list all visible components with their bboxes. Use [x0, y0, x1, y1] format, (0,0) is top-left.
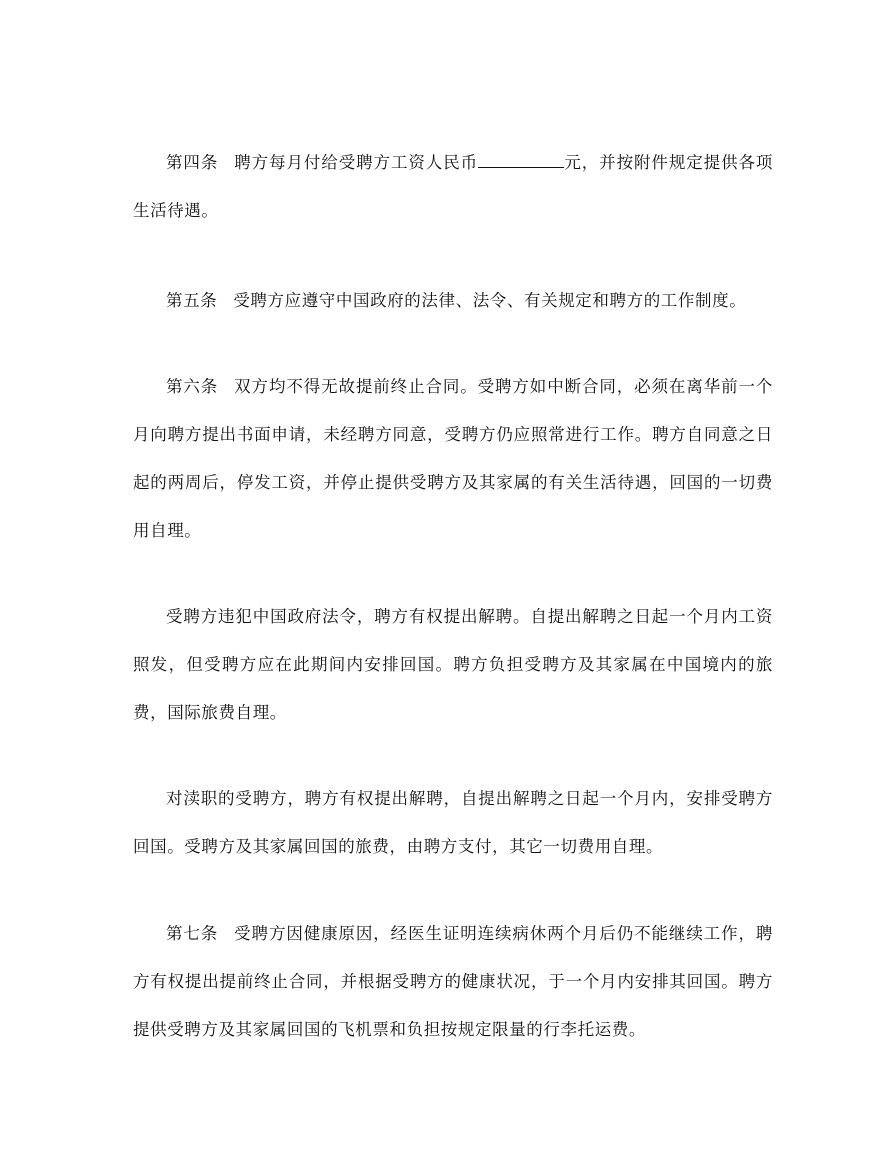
- article-5-text: 受聘方应遵守中国政府的法律、法令、有关规定和聘方的工作制度。: [233, 291, 747, 310]
- article-5-number: 第五条: [166, 291, 218, 310]
- article-7-paragraph: [133, 910, 773, 1054]
- dismissal-for-violation-paragraph: 受聘方违犯中国政府法令，聘方有权提出解聘。自提出解聘之日起一个月内工资照发，但受聘方应在此期间内安排回国。聘方负担受聘方及其家属在中国境内的旅费，国际旅费自理。: [133, 607, 773, 722]
- article-4-text-after-blank: 元，并按附件规定提供各项生活待遇。: [133, 153, 774, 220]
- article-6-number: 第六条: [166, 377, 219, 396]
- article-4-paragraph: [133, 139, 773, 235]
- article-7-text: 受聘方因健康原因，经医生证明连续病休两个月后仍不能继续工作，聘方有权提出提前终止合同，并根据受聘方的健康状况，于一个月内安排其回国。聘方提供受聘方及其家属回国的飞机票和负担按规定限量的行李托运费。: [133, 924, 773, 1039]
- article-6-text: 双方均不得无故提前终止合同。受聘方如中断合同，必须在离华前一个月向聘方提出书面申请，未经聘方同意，受聘方仍应照常进行工作。聘方自同意之日起的两周后，停发工资，并停止提供受聘方及其家属的有关生活待遇，回国的一切费用自理。: [133, 377, 773, 540]
- article-7-number: 第七条: [166, 924, 219, 943]
- article-4-number: 第四条: [166, 153, 219, 172]
- salary-amount-blank: [478, 153, 564, 168]
- article-5-paragraph: [133, 277, 773, 325]
- dismissal-for-dereliction-paragraph: 对渎职的受聘方，聘方有权提出解聘，自提出解聘之日起一个月内，安排受聘方回国。受聘方及其家属回国的旅费，由聘方支付，其它一切费用自理。: [133, 789, 773, 856]
- article-6-paragraph: [133, 363, 773, 555]
- article-4-text-before-blank: 聘方每月付给受聘方工资人民币: [234, 153, 479, 172]
